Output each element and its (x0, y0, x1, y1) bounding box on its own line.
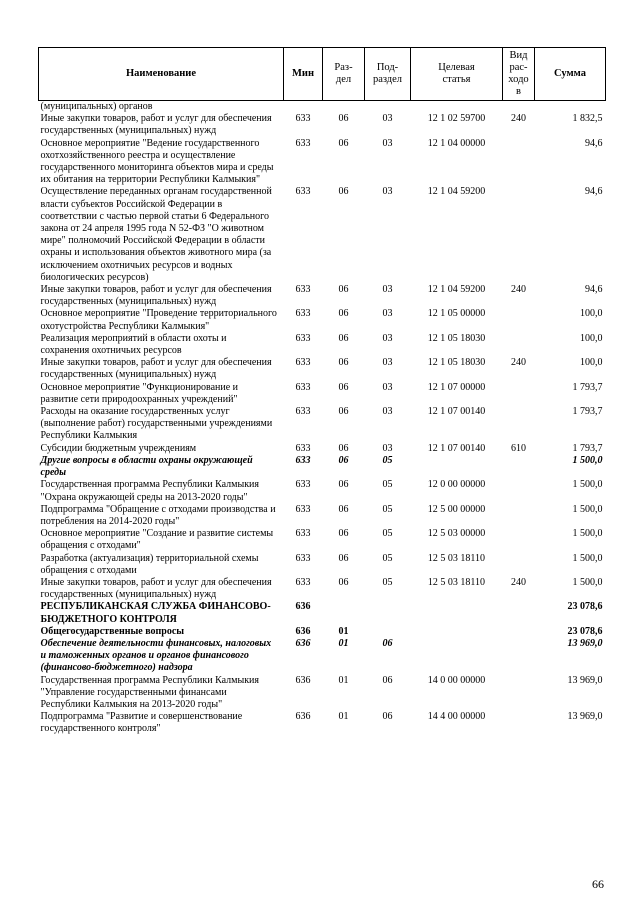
page-number: 66 (592, 877, 604, 891)
cell-name: Основное мероприятие "Ведение государственного охотхозяйственного реестра и осуществление государственного мониторинга объектов мира и среды их обитания на территории Республики Калмыкия" (40, 137, 274, 186)
cell-name: (муниципальных) органов (40, 101, 153, 112)
cell-min: 633 (295, 454, 311, 466)
cell-podrazdel: 03 (382, 406, 393, 418)
cell-statya (411, 455, 503, 479)
cell-statya: 12 1 07 00000 (427, 381, 486, 393)
table-row (39, 443, 606, 455)
cell-vid (503, 528, 535, 552)
header-name: Наименование (39, 48, 284, 101)
cell-vid (503, 626, 535, 638)
cell-statya (411, 101, 503, 114)
cell-razdel: 06 (338, 186, 349, 198)
cell-razdel: 06 (338, 454, 349, 466)
table-row (39, 711, 606, 735)
cell-podrazdel: 05 (382, 552, 393, 564)
cell-podrazdel: 06 (382, 637, 393, 649)
cell-min: 633 (295, 381, 311, 393)
cell-name: РЕСПУБЛИКАНСКАЯ СЛУЖБА ФИНАНСОВО-БЮДЖЕТНОГО КОНТРОЛЯ (40, 601, 271, 625)
cell-summa: 23 078,6 (567, 625, 603, 637)
cell-vid: 240 (511, 357, 526, 369)
cell-summa: 1 500,0 (572, 454, 603, 466)
table-row (39, 626, 606, 638)
cell-min: 633 (295, 308, 311, 320)
cell-min: 633 (295, 503, 311, 515)
cell-statya (411, 626, 503, 638)
cell-min: 633 (295, 186, 311, 198)
cell-vid (503, 601, 535, 625)
cell-podrazdel: 03 (382, 186, 393, 198)
cell-min: 636 (295, 674, 311, 686)
cell-podrazdel: 03 (382, 308, 393, 320)
cell-statya: 12 1 04 00000 (427, 137, 486, 149)
cell-podrazdel: 03 (382, 332, 393, 344)
cell-summa: 1 500,0 (572, 528, 603, 540)
cell-name: Основное мероприятие "Создание и развитие системы обращения с отходами" (40, 528, 274, 552)
cell-name: Другие вопросы в области охраны окружающей среды (40, 454, 253, 479)
cell-summa: 23 078,6 (567, 601, 603, 613)
cell-min: 636 (295, 601, 311, 613)
table-row (39, 186, 606, 284)
budget-table (38, 47, 606, 736)
cell-name: Основное мероприятие "Функционирование и развитие сети природоохранных учреждений" (40, 381, 238, 405)
cell-summa: 1 500,0 (572, 576, 603, 588)
cell-vid (503, 382, 535, 406)
header-razdel: Раз- дел (323, 48, 365, 101)
cell-vid (503, 711, 535, 735)
cell-name: Иные закупки товаров, работ и услуг для обеспечения государственных (муниципальных) нужд (40, 113, 272, 137)
cell-summa: 13 969,0 (567, 674, 603, 686)
table-row (39, 101, 606, 114)
cell-min: 633 (295, 442, 311, 454)
cell-razdel: 06 (338, 552, 349, 564)
cell-podrazdel: 06 (382, 674, 393, 686)
cell-statya: 12 1 05 18030 (427, 332, 486, 344)
cell-summa: 13 969,0 (567, 637, 603, 649)
table-row (39, 406, 606, 443)
cell-statya: 12 1 05 00000 (427, 308, 486, 320)
cell-vid (503, 504, 535, 528)
cell-statya: 12 5 03 18110 (427, 576, 486, 588)
table-row (39, 638, 606, 675)
table-body (39, 101, 606, 736)
cell-vid (503, 186, 535, 284)
cell-razdel: 06 (338, 442, 349, 454)
cell-name: Расходы на оказание государственных услуг (выполнение работ) государственными учреждениями Республики Калмыкия (40, 406, 273, 442)
cell-summa: 100,0 (580, 357, 603, 369)
cell-summa: 1 500,0 (572, 503, 603, 515)
cell-razdel: 06 (338, 284, 349, 296)
header-statya: Целевая статья (411, 48, 503, 101)
table-row (39, 284, 606, 308)
cell-statya: 12 1 07 00140 (427, 442, 486, 454)
cell-razdel: 06 (338, 479, 349, 491)
cell-summa (535, 101, 606, 114)
table-row (39, 553, 606, 577)
cell-vid (503, 308, 535, 332)
cell-podrazdel: 05 (382, 576, 393, 588)
cell-podrazdel: 05 (382, 454, 393, 466)
header-summa: Сумма (535, 48, 606, 101)
cell-name: Общегосударственные вопросы (40, 625, 185, 637)
table-row (39, 138, 606, 187)
cell-vid (503, 479, 535, 503)
cell-podrazdel (365, 626, 411, 638)
cell-min: 636 (295, 637, 311, 649)
cell-podrazdel (365, 101, 411, 114)
cell-name: Обеспечение деятельности финансовых, налоговых и таможенных органов и органов финансового (финансово-бюджетного) надзора (40, 637, 272, 674)
cell-min: 633 (295, 332, 311, 344)
header-vid: Вид рас- ходо в (503, 48, 535, 101)
cell-name: Разработка (актуализация) территориальной схемы обращения с отходами (40, 552, 259, 576)
cell-min: 633 (295, 406, 311, 418)
table-row (39, 113, 606, 137)
cell-podrazdel: 05 (382, 503, 393, 515)
cell-statya: 12 1 04 59200 (427, 284, 486, 296)
cell-razdel: 01 (338, 637, 349, 649)
cell-statya: 12 5 03 18110 (427, 552, 486, 564)
cell-statya: 12 1 05 18030 (427, 357, 486, 369)
cell-summa: 1 832,5 (572, 113, 603, 125)
cell-summa: 1 500,0 (572, 552, 603, 564)
cell-razdel: 06 (338, 357, 349, 369)
cell-name: Иные закупки товаров, работ и услуг для обеспечения государственных (муниципальных) нужд (40, 357, 272, 381)
cell-razdel: 06 (338, 113, 349, 125)
cell-min: 633 (295, 357, 311, 369)
cell-name: Осуществление переданных органам государственной власти субъектов Российской Федерации в соответствии с частью первой статьи 6 Федерального закона от 24 апреля 1995 года N 52-ФЗ "О животном мире" полномочий Российской Федерации в области охраны и использования объектов животного мира (за исключением охотничьих ресурсов и водных биологических ресурсов) (40, 186, 272, 283)
cell-min: 633 (295, 113, 311, 125)
cell-vid (503, 675, 535, 712)
table-row (39, 382, 606, 406)
cell-vid (503, 333, 535, 357)
cell-summa: 100,0 (580, 332, 603, 344)
table-row (39, 528, 606, 552)
cell-summa: 1 793,7 (572, 442, 603, 454)
cell-razdel: 06 (338, 406, 349, 418)
cell-podrazdel: 05 (382, 479, 393, 491)
cell-vid: 610 (511, 442, 526, 454)
cell-min: 636 (295, 711, 311, 723)
table-row (39, 479, 606, 503)
cell-summa: 94,6 (585, 137, 603, 149)
cell-name: Государственная программа Республики Калмыкия "Охрана окружающей среды на 2013-2020 годы" (40, 479, 260, 503)
cell-vid: 240 (511, 284, 526, 296)
table-row (39, 675, 606, 712)
table-row (39, 357, 606, 381)
cell-razdel (323, 101, 365, 114)
cell-razdel: 06 (338, 528, 349, 540)
cell-vid (503, 406, 535, 443)
cell-razdel: 01 (338, 711, 349, 723)
header-min: Мин (284, 48, 323, 101)
cell-min: 633 (295, 479, 311, 491)
cell-vid (503, 455, 535, 479)
cell-min: 633 (295, 576, 311, 588)
table-row (39, 308, 606, 332)
cell-name: Иные закупки товаров, работ и услуг для обеспечения государственных (муниципальных) нужд (40, 576, 272, 601)
cell-name: Подпрограмма "Обращение с отходами производства и потребления на 2014-2020 годы" (40, 503, 276, 527)
cell-statya: 12 5 00 00000 (427, 503, 486, 515)
cell-statya (411, 601, 503, 625)
cell-min: 633 (295, 137, 311, 149)
cell-vid (503, 638, 535, 675)
cell-vid: 240 (511, 113, 526, 125)
cell-summa: 1 793,7 (572, 406, 603, 418)
cell-min: 633 (295, 552, 311, 564)
cell-podrazdel: 03 (382, 137, 393, 149)
cell-razdel (323, 601, 365, 625)
cell-statya: 14 4 00 00000 (427, 711, 486, 723)
cell-razdel: 06 (338, 381, 349, 393)
cell-razdel: 01 (338, 674, 349, 686)
cell-min: 633 (295, 528, 311, 540)
cell-summa: 100,0 (580, 308, 603, 320)
cell-name: Субсидии бюджетным учреждениям (40, 442, 197, 454)
cell-podrazdel: 03 (382, 113, 393, 125)
cell-statya: 12 0 00 00000 (427, 479, 486, 491)
cell-vid (503, 553, 535, 577)
cell-razdel: 06 (338, 576, 349, 588)
cell-summa: 1 500,0 (572, 479, 603, 491)
cell-vid: 240 (511, 576, 526, 588)
cell-min: 636 (295, 625, 311, 637)
cell-podrazdel: 03 (382, 357, 393, 369)
cell-razdel: 06 (338, 503, 349, 515)
cell-summa: 1 793,7 (572, 381, 603, 393)
cell-podrazdel: 06 (382, 711, 393, 723)
cell-summa: 94,6 (585, 186, 603, 198)
table-row (39, 333, 606, 357)
cell-statya: 12 1 04 59200 (427, 186, 486, 198)
cell-min (284, 101, 323, 114)
cell-statya (411, 638, 503, 675)
cell-podrazdel: 05 (382, 528, 393, 540)
cell-podrazdel: 03 (382, 284, 393, 296)
cell-summa: 13 969,0 (567, 711, 603, 723)
cell-min: 633 (295, 284, 311, 296)
cell-summa: 94,6 (585, 284, 603, 296)
cell-podrazdel: 03 (382, 381, 393, 393)
table-header-row (39, 48, 606, 101)
header-podrazdel: Под- раздел (365, 48, 411, 101)
cell-statya: 12 1 07 00140 (427, 406, 486, 418)
cell-name: Подпрограмма "Развитие и совершенствование государственного контроля" (40, 711, 243, 735)
cell-vid (503, 138, 535, 187)
cell-statya: 12 5 03 00000 (427, 528, 486, 540)
cell-statya: 14 0 00 00000 (427, 674, 486, 686)
cell-razdel: 06 (338, 308, 349, 320)
cell-podrazdel (365, 601, 411, 625)
table-row (39, 455, 606, 479)
table-row (39, 577, 606, 601)
cell-podrazdel: 03 (382, 442, 393, 454)
cell-vid (503, 101, 535, 114)
cell-name: Основное мероприятие "Проведение территориального охотустройства Республики Калмыкия" (40, 308, 277, 332)
table-row (39, 504, 606, 528)
cell-razdel: 06 (338, 137, 349, 149)
cell-statya: 12 1 02 59700 (427, 113, 486, 125)
table-row (39, 601, 606, 625)
cell-razdel: 06 (338, 332, 349, 344)
cell-name: Иные закупки товаров, работ и услуг для обеспечения государственных (муниципальных) нужд (40, 284, 272, 308)
cell-name: Реализация мероприятий в области охоты и сохранения охотничьих ресурсов (40, 332, 227, 357)
cell-name: Государственная программа Республики Калмыкия "Управление государственными финансами Республики Калмыкия на 2013-2020 годы" (40, 674, 260, 710)
cell-razdel: 01 (338, 625, 349, 637)
